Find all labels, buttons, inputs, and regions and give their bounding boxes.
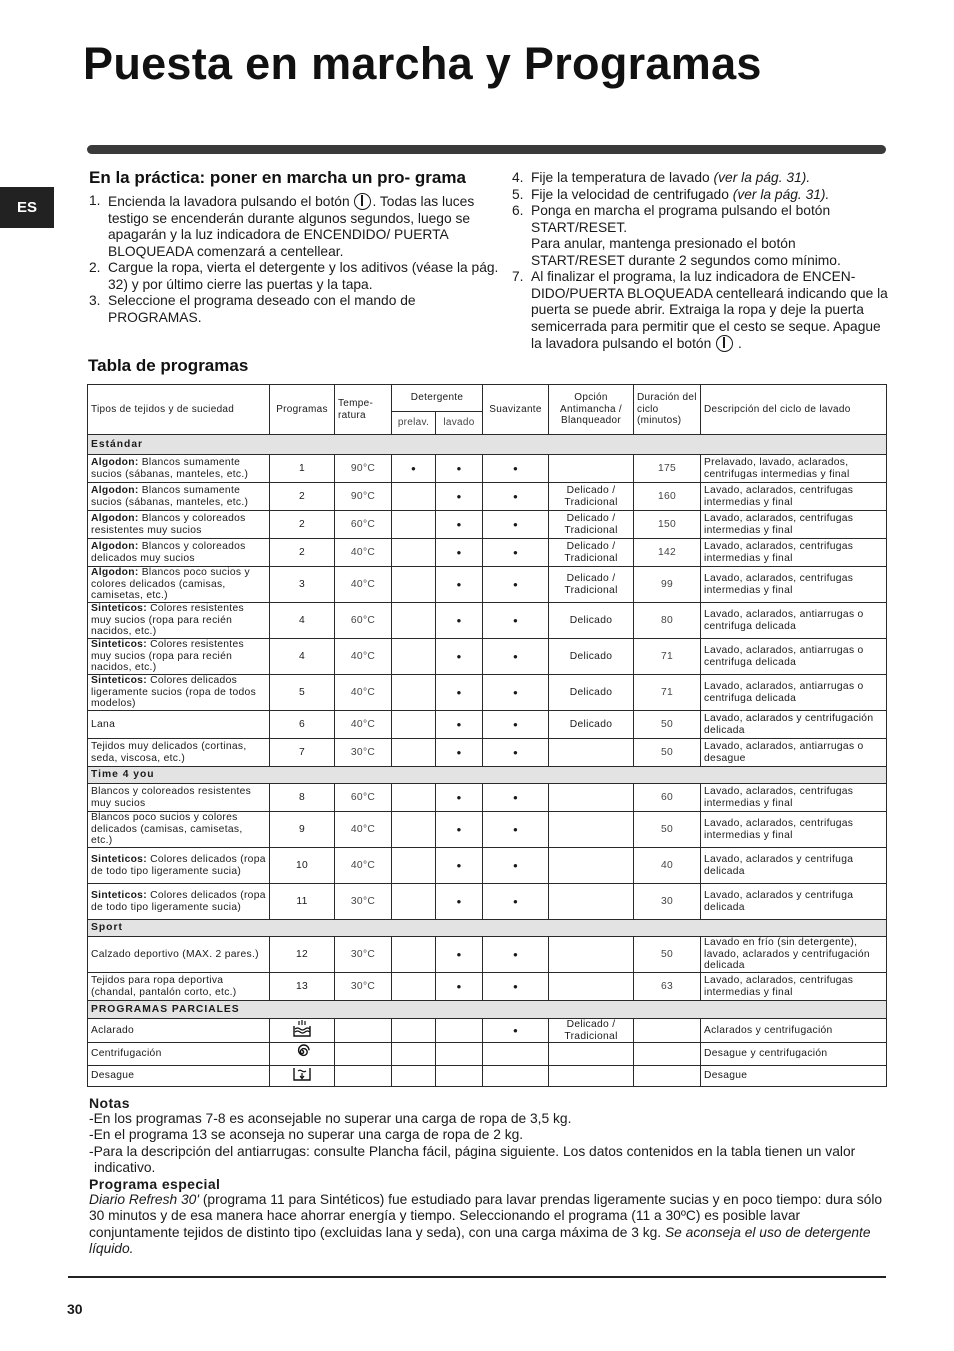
- cycle-description: Lavado, aclarados, centrifugas intermedias y final: [701, 483, 887, 511]
- cycle-description: Lavado, aclarados, antiarrugas o centrifuga delicada: [701, 603, 887, 639]
- lavado-mark: •: [436, 973, 483, 1001]
- duration-value: [634, 1065, 701, 1086]
- temperature-value: 40°C: [335, 711, 392, 739]
- prelavado-mark: [392, 603, 436, 639]
- lavado-mark: •: [436, 511, 483, 539]
- duration-value: 175: [634, 455, 701, 483]
- duration-value: 60: [634, 784, 701, 812]
- prelavado-mark: [392, 711, 436, 739]
- table-row: [88, 1043, 887, 1066]
- lavado-mark: •: [436, 483, 483, 511]
- lavado-mark: •: [436, 784, 483, 812]
- lavado-mark: •: [436, 884, 483, 920]
- suavizante-mark: •: [483, 884, 549, 920]
- program-number: 12: [270, 937, 335, 973]
- rinse-icon: [292, 1020, 312, 1042]
- suavizante-mark: •: [483, 675, 549, 711]
- power-button-icon: [354, 193, 371, 210]
- option-value: Delicado / Tradicional: [549, 483, 634, 511]
- fabric-description: Centrifugación: [91, 1048, 162, 1059]
- table-section-row: [88, 435, 887, 455]
- fabric-category: Sinteticos:: [91, 603, 147, 615]
- option-value: [549, 884, 634, 920]
- temperature-value: 40°C: [335, 639, 392, 675]
- prelavado-mark: [392, 884, 436, 920]
- program-number: 2: [270, 483, 335, 511]
- table-row: [88, 675, 887, 711]
- option-value: [549, 784, 634, 812]
- cycle-description: Lavado, aclarados, centrifugas intermedias y final: [701, 812, 887, 848]
- header-tipos: Tipos de tejidos y de suciedad: [88, 385, 270, 435]
- table-row: [88, 455, 887, 483]
- cycle-description: Lavado, aclarados y centrifuga delicada: [701, 884, 887, 920]
- step-5: 5. Fije la velocidad de centrifugado (ver la pág. 31).: [512, 186, 830, 202]
- lavado-mark: •: [436, 739, 483, 767]
- fabric-description: Colores resistentes muy sucios (ropa para recién nacidos, etc.): [91, 639, 244, 674]
- fabric-type-cell: [88, 784, 270, 812]
- duration-value: 50: [634, 937, 701, 973]
- temperature-value: [335, 1043, 392, 1066]
- fabric-description: Tejidos muy delicados (cortinas, seda, viscosa, etc.): [91, 741, 247, 764]
- prelavado-mark: [392, 1043, 436, 1066]
- option-value: Delicado / Tradicional: [549, 539, 634, 567]
- option-value: Delicado / Tradicional: [549, 511, 634, 539]
- table-row: [88, 784, 887, 812]
- notes-heading: Notas: [89, 1095, 130, 1111]
- program-number: 5: [270, 675, 335, 711]
- fabric-type-cell: [88, 848, 270, 884]
- fabric-description: Blancos poco sucios y colores delicados (camisas, camisetas, etc.): [91, 567, 250, 602]
- header-lavado: lavado: [436, 412, 483, 435]
- step-7: 7. Al finalizar el programa, la luz indicadora de ENCEN- DIDO/PUERTA BLOQUEADA centelleará indicando que la puerta se puede abrir. Extraiga la ropa y deje la puerta semicerrada para permitir que el cesto se seque. Apague la lavadora pulsando el botón .: [512, 269, 888, 351]
- lavado-mark: •: [436, 675, 483, 711]
- fabric-category: Sinteticos:: [91, 675, 147, 687]
- temperature-value: [335, 1065, 392, 1086]
- suavizante-mark: •: [483, 511, 549, 539]
- temperature-value: 30°C: [335, 973, 392, 1001]
- temperature-value: 90°C: [335, 455, 392, 483]
- duration-value: 63: [634, 973, 701, 1001]
- cycle-description: Lavado, aclarados, centrifugas intermedias y final: [701, 784, 887, 812]
- prelavado-mark: [392, 567, 436, 603]
- option-value: Delicado / Tradicional: [549, 1019, 634, 1043]
- option-value: Delicado: [549, 603, 634, 639]
- table-row: [88, 973, 887, 1001]
- prelavado-mark: [392, 937, 436, 973]
- fabric-type-cell: [88, 937, 270, 973]
- temperature-value: 90°C: [335, 483, 392, 511]
- drain-icon: [292, 1066, 312, 1086]
- header-duracion: Duración del ciclo (minutos): [634, 385, 701, 435]
- fabric-category: Sinteticos:: [91, 639, 147, 651]
- note-item: -Para la descripción del antiarrugas: consulte Plancha fácil, página siguiente. Los datos contenidos en la tabla tienen un valor indicativo.: [89, 1143, 856, 1175]
- duration-value: 99: [634, 567, 701, 603]
- program-number: 7: [270, 739, 335, 767]
- duration-value: 150: [634, 511, 701, 539]
- fabric-type-cell: [88, 739, 270, 767]
- prelavado-mark: [392, 639, 436, 675]
- header-suavizante: Suavizante: [483, 385, 549, 435]
- duration-value: 40: [634, 848, 701, 884]
- lavado-mark: •: [436, 567, 483, 603]
- cycle-description: Prelavado, lavado, aclarados, centrifugas intermedias y final: [701, 455, 887, 483]
- table-row: [88, 884, 887, 920]
- duration-value: 160: [634, 483, 701, 511]
- cycle-description: Desague y centrifugación: [701, 1043, 887, 1066]
- suavizante-mark: •: [483, 567, 549, 603]
- fabric-description: Colores resistentes muy sucios (ropa para recién nacidos, etc.): [91, 603, 244, 638]
- suavizante-mark: •: [483, 739, 549, 767]
- language-tab: ES: [0, 187, 54, 228]
- fabric-type-cell: [88, 973, 270, 1001]
- prelavado-mark: [392, 539, 436, 567]
- fabric-category: Algodon:: [91, 485, 139, 496]
- special-program-text: Diario Refresh 30' (programa 11 para Sintéticos) fue estudiado para lavar prendas ligeramente sucias y en poco tiempo: dura sólo 30 minutos y de esa manera hace ahorrar energía y tiempo. Seleccionando el programa (11 a 30ºC) es posible lavar conjuntamente tejidos de distinto tipo (excluidas lana y seda), con una carga máxima de 3 kg. Se aconseja el uso de detergente líquido.: [89, 1192, 883, 1256]
- program-number: 9: [270, 812, 335, 848]
- suavizante-mark: •: [483, 848, 549, 884]
- table-section-row: [88, 920, 887, 937]
- fabric-description: Blancos y coloreados resistentes muy sucios: [91, 513, 246, 536]
- table-row: [88, 483, 887, 511]
- table-row: [88, 1019, 887, 1043]
- option-value: [549, 1043, 634, 1066]
- program-number: 1: [270, 455, 335, 483]
- cycle-description: Lavado, aclarados, antiarrugas o centrifuga delicada: [701, 675, 887, 711]
- fabric-description: Aclarado: [91, 1024, 135, 1036]
- cycle-description: Aclarados y centrifugación: [701, 1019, 887, 1043]
- table-row: [88, 539, 887, 567]
- fabric-type-cell: [88, 1065, 270, 1086]
- table-row: [88, 603, 887, 639]
- program-number: 6: [270, 711, 335, 739]
- header-programas: Programas: [270, 385, 335, 435]
- fabric-description: Blancos y coloreados resistentes muy sucios: [91, 786, 252, 809]
- fabric-type-cell: [88, 603, 270, 639]
- temperature-value: 40°C: [335, 567, 392, 603]
- fabric-type-cell: [88, 711, 270, 739]
- fabric-description: Blancos sumamente sucios (sábanas, manteles, etc.): [91, 485, 249, 508]
- prelavado-mark: [392, 973, 436, 1001]
- fabric-type-cell: [88, 539, 270, 567]
- suavizante-mark: •: [483, 539, 549, 567]
- prelavado-mark: [392, 739, 436, 767]
- duration-value: [634, 1019, 701, 1043]
- cycle-description: Desague: [701, 1065, 887, 1086]
- suavizante-mark: •: [483, 973, 549, 1001]
- program-number: 2: [270, 539, 335, 567]
- duration-value: [634, 1043, 701, 1066]
- prelavado-mark: [392, 675, 436, 711]
- program-number: 10: [270, 848, 335, 884]
- fabric-description: Blancos sumamente sucios (sábanas, manteles, etc.): [91, 457, 249, 480]
- program-icon-cell: [270, 1019, 335, 1043]
- duration-value: 50: [634, 812, 701, 848]
- cycle-description: Lavado, aclarados, antiarrugas o centrifuga delicada: [701, 639, 887, 675]
- fabric-type-cell: [88, 884, 270, 920]
- duration-value: 50: [634, 739, 701, 767]
- spin-icon: [293, 1043, 311, 1065]
- steps-list-left: [89, 193, 501, 326]
- header-descripcion: Descripción del ciclo de lavado: [701, 385, 887, 435]
- practice-column-left: [89, 168, 501, 326]
- special-program-heading: Programa especial: [89, 1176, 221, 1193]
- option-value: Delicado: [549, 639, 634, 675]
- duration-value: 30: [634, 884, 701, 920]
- cycle-description: Lavado, aclarados, centrifugas intermedias y final: [701, 511, 887, 539]
- fabric-type-cell: [88, 639, 270, 675]
- suavizante-mark: •: [483, 937, 549, 973]
- table-row: [88, 937, 887, 973]
- fabric-description: Tejidos para ropa deportiva (chandal, pantalón corto, etc.): [91, 975, 237, 998]
- program-number: 13: [270, 973, 335, 1001]
- fabric-type-cell: [88, 567, 270, 603]
- table-row: [88, 739, 887, 767]
- program-icon-cell: [270, 1043, 335, 1066]
- fabric-description: Colores delicados ligeramente sucios (ropa de todos modelos): [91, 675, 257, 710]
- fabric-type-cell: [88, 455, 270, 483]
- suavizante-mark: •: [483, 812, 549, 848]
- duration-value: 71: [634, 675, 701, 711]
- table-row: [88, 848, 887, 884]
- table-row: [88, 812, 887, 848]
- fabric-type-cell: [88, 675, 270, 711]
- fabric-description: Lana: [91, 718, 116, 730]
- table-row: [88, 711, 887, 739]
- cycle-description: Lavado en frío (sin detergente), lavado, aclarados y centrifugación delicada: [701, 937, 887, 973]
- lavado-mark: [436, 1019, 483, 1043]
- option-value: [549, 937, 634, 973]
- step-3: 3. Seleccione el programa deseado con el mando de PROGRAMAS.: [89, 293, 416, 325]
- steps-list-right: [512, 170, 888, 353]
- option-value: [549, 739, 634, 767]
- suavizante-mark: •: [483, 603, 549, 639]
- fabric-type-cell: [88, 483, 270, 511]
- prelavado-mark: [392, 812, 436, 848]
- option-value: Delicado: [549, 711, 634, 739]
- step-2: 2. Cargue la ropa, vierta el detergente y los aditivos (véase la pág. 32) y por último cierre las puertas y la tapa.: [89, 260, 499, 292]
- temperature-value: 30°C: [335, 884, 392, 920]
- cycle-description: Lavado, aclarados, centrifugas intermedias y final: [701, 539, 887, 567]
- program-number: 4: [270, 603, 335, 639]
- prelavado-mark: •: [392, 455, 436, 483]
- suavizante-mark: [483, 1065, 549, 1086]
- duration-value: 50: [634, 711, 701, 739]
- section-title: Sport: [88, 920, 887, 937]
- title-divider: [87, 145, 886, 154]
- page-number: 30: [67, 1301, 83, 1317]
- prelavado-mark: [392, 848, 436, 884]
- fabric-description: Calzado deportivo (MAX. 2 pares.): [91, 948, 259, 960]
- lavado-mark: •: [436, 539, 483, 567]
- header-prelav: prelav.: [392, 412, 436, 435]
- section-title: Time 4 you: [88, 767, 887, 784]
- step-6: 6. Ponga en marcha el programa pulsando el botón START/RESET. Para anular, mantenga presionado el botón START/RESET durante 2 segundos como mínimo.: [512, 203, 841, 268]
- temperature-value: 40°C: [335, 812, 392, 848]
- fabric-category: Algodon:: [91, 541, 139, 552]
- note-item: -En el programa 13 se aconseja no superar una carga de ropa de 2 kg.: [89, 1127, 524, 1143]
- option-value: [549, 973, 634, 1001]
- suavizante-mark: [483, 1043, 549, 1066]
- prelavado-mark: [392, 483, 436, 511]
- page-title: Puesta en marcha y Programas: [83, 38, 762, 89]
- section-title: Estándar: [88, 435, 887, 455]
- duration-value: 142: [634, 539, 701, 567]
- option-value: [549, 1065, 634, 1086]
- duration-value: 71: [634, 639, 701, 675]
- duration-value: 80: [634, 603, 701, 639]
- program-number: 4: [270, 639, 335, 675]
- fabric-category: Sinteticos:: [91, 890, 147, 901]
- fabric-description: Colores delicados (ropa de todo tipo ligeramente sucia): [91, 854, 266, 877]
- lavado-mark: •: [436, 711, 483, 739]
- option-value: [549, 455, 634, 483]
- temperature-value: [335, 1019, 392, 1043]
- power-button-icon: [716, 335, 733, 352]
- table-row: [88, 639, 887, 675]
- prelavado-mark: [392, 511, 436, 539]
- lavado-mark: •: [436, 848, 483, 884]
- cycle-description: Lavado, aclarados, centrifugas intermedias y final: [701, 567, 887, 603]
- program-icon-cell: [270, 1065, 335, 1086]
- prelavado-mark: [392, 1019, 436, 1043]
- temperature-value: 30°C: [335, 937, 392, 973]
- option-value: [549, 812, 634, 848]
- fabric-description: Blancos y coloreados delicados muy sucios: [91, 541, 246, 564]
- lavado-mark: [436, 1043, 483, 1066]
- header-opcion: Opción Antimancha / Blanqueador: [549, 385, 634, 435]
- fabric-type-cell: [88, 1019, 270, 1043]
- cycle-description: Lavado, aclarados y centrifuga delicada: [701, 848, 887, 884]
- table-heading: Tabla de programas: [88, 356, 249, 375]
- step-1: 1. Encienda la lavadora pulsando el botón . Todas las luces testigo se encenderán durante algunos segundos, luego se apagarán y la luz indicadora de ENCENDIDO/ PUERTA BLOQUEADA comenzará a centellear.: [89, 193, 475, 259]
- prelavado-mark: [392, 784, 436, 812]
- fabric-type-cell: [88, 511, 270, 539]
- suavizante-mark: •: [483, 784, 549, 812]
- step-4: 4. Fije la temperatura de lavado (ver la pág. 31).: [512, 170, 811, 185]
- note-item: -En los programas 7-8 es aconsejable no superar una carga de ropa de 3,5 kg.: [89, 1111, 572, 1127]
- temperature-value: 40°C: [335, 848, 392, 884]
- table-section-row: [88, 1001, 887, 1019]
- lavado-mark: •: [436, 812, 483, 848]
- temperature-value: 40°C: [335, 539, 392, 567]
- cycle-description: Lavado, aclarados, antiarrugas o desague: [701, 739, 887, 767]
- option-value: Delicado / Tradicional: [549, 567, 634, 603]
- lavado-mark: •: [436, 603, 483, 639]
- fabric-category: Algodon:: [91, 457, 139, 468]
- fabric-category: Algodon:: [91, 567, 139, 579]
- practice-column-right: [512, 170, 888, 353]
- temperature-value: 30°C: [335, 739, 392, 767]
- fabric-category: Algodon:: [91, 513, 139, 524]
- programs-table-body: [88, 435, 887, 1087]
- fabric-category: Sinteticos:: [91, 854, 147, 865]
- programs-table: [87, 384, 887, 1087]
- prelavado-mark: [392, 1065, 436, 1086]
- fabric-description: Blancos poco sucios y colores delicados (camisas, camisetas, etc.): [91, 812, 243, 847]
- suavizante-mark: •: [483, 483, 549, 511]
- fabric-description: Desague: [91, 1069, 135, 1081]
- temperature-value: 60°C: [335, 603, 392, 639]
- section-title: PROGRAMAS PARCIALES: [88, 1001, 887, 1019]
- temperature-value: 40°C: [335, 675, 392, 711]
- option-value: Delicado: [549, 675, 634, 711]
- table-row: [88, 511, 887, 539]
- lavado-mark: •: [436, 455, 483, 483]
- fabric-type-cell: [88, 812, 270, 848]
- fabric-type-cell: [88, 1043, 270, 1066]
- suavizante-mark: •: [483, 639, 549, 675]
- option-value: [549, 848, 634, 884]
- program-number: 2: [270, 511, 335, 539]
- table-row: [88, 1065, 887, 1086]
- program-number: 11: [270, 884, 335, 920]
- header-temperatura: Tempe- ratura: [335, 385, 392, 435]
- program-number: 3: [270, 567, 335, 603]
- lavado-mark: •: [436, 937, 483, 973]
- suavizante-mark: •: [483, 711, 549, 739]
- table-section-row: [88, 767, 887, 784]
- cycle-description: Lavado, aclarados y centrifugación delicada: [701, 711, 887, 739]
- cycle-description: Lavado, aclarados, centrifugas intermedias y final: [701, 973, 887, 1001]
- temperature-value: 60°C: [335, 784, 392, 812]
- fabric-description: Colores delicados (ropa de todo tipo ligeramente sucia): [91, 890, 266, 913]
- practice-heading: En la práctica: poner en marcha un pro- grama: [89, 168, 466, 187]
- table-row: [88, 567, 887, 603]
- notes-section: [89, 1095, 889, 1257]
- suavizante-mark: •: [483, 455, 549, 483]
- header-detergente: Detergente: [392, 385, 483, 412]
- suavizante-mark: •: [483, 1019, 549, 1043]
- footer-divider: [68, 1276, 886, 1278]
- temperature-value: 60°C: [335, 511, 392, 539]
- lavado-mark: •: [436, 639, 483, 675]
- lavado-mark: [436, 1065, 483, 1086]
- program-number: 8: [270, 784, 335, 812]
